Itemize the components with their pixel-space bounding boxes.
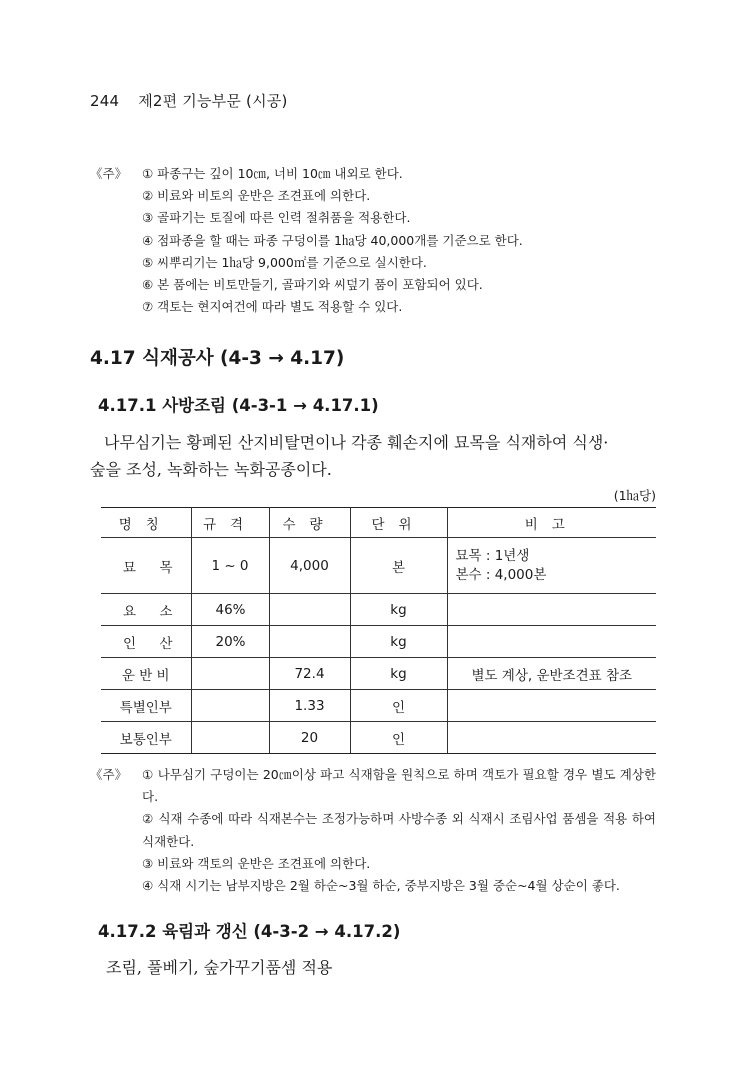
cell-name [101, 626, 191, 658]
note-label: 《주》 [90, 166, 128, 181]
table-row [101, 626, 656, 658]
cell-qty: 20 [269, 722, 350, 754]
table-row [101, 538, 656, 594]
name-part: 요 [123, 603, 137, 620]
cell-spec [191, 658, 269, 690]
note-item: ④ 식재 시기는 남부지방은 2월 하순~3월 하순, 중부지방은 3월 중순~4월 상순이 좋다. [142, 878, 620, 894]
cell-unit: kg [350, 594, 447, 626]
table-row [101, 722, 656, 754]
note-item: ③ 비료와 객토의 운반은 조견표에 의한다. [142, 855, 371, 871]
cell-name: 보통인부 [101, 722, 191, 754]
note-item: ③ 골파기는 토질에 따른 인력 절취품을 적용한다. [142, 210, 411, 226]
cell-unit: 인 [350, 690, 447, 722]
notes-bottom [90, 764, 656, 897]
intro-paragraph [90, 429, 656, 483]
remark-line: 묘목 : 1년생 [455, 547, 530, 564]
cell-qty [269, 594, 350, 626]
name-part: 소 [159, 603, 173, 620]
note-item: ② 비료와 비토의 운반은 조견표에 의한다. [142, 188, 371, 204]
note-item: ① 파종구는 깊이 10㎝, 너비 10㎝ 내외로 한다. [142, 166, 403, 181]
table-row [101, 690, 656, 722]
subsection-heading-1: 4.17.1 사방조림 (4-3-1 → 4.17.1) [98, 396, 379, 415]
note-item: ⑤ 씨뿌리기는 1㏊당 9,000㎡를 기준으로 실시한다. [142, 254, 427, 270]
section-heading: 4.17 식재공사 (4-3 → 4.17) [90, 348, 345, 369]
cell-qty: 72.4 [269, 658, 350, 690]
note-row [90, 808, 656, 852]
cell-remark [447, 722, 656, 754]
note-row [90, 853, 656, 875]
name-part: 산 [159, 635, 173, 652]
name-part: 인 [123, 635, 137, 652]
cell-spec [191, 722, 269, 754]
cell-remark [447, 594, 656, 626]
cell-name: 운 반 비 [101, 658, 191, 690]
col-header-spec: 규격 [191, 508, 269, 538]
name-part: 묘 [123, 559, 137, 576]
cell-remark [447, 690, 656, 722]
cell-qty: 4,000 [269, 538, 350, 594]
cell-spec: 46% [191, 594, 269, 626]
cell-spec: 1 ~ 0 [191, 538, 269, 594]
col-header-name: 명칭 [101, 508, 191, 538]
cell-qty [269, 626, 350, 658]
name-part: 목 [159, 559, 173, 576]
note-row [90, 875, 656, 897]
cell-spec: 20% [191, 626, 269, 658]
unit-note: (1㏊당) [613, 488, 656, 503]
note-item: ⑦ 객토는 현지여건에 따라 별도 적용할 수 있다. [142, 299, 403, 315]
note-row [90, 764, 656, 808]
quantity-table [101, 507, 656, 754]
page-header [90, 90, 288, 111]
cell-name: 특별인부 [101, 690, 191, 722]
note-label: 《주》 [90, 767, 128, 782]
table-row [101, 658, 656, 690]
col-header-qty: 수량 [269, 508, 350, 538]
cell-remark: 별도 계상, 운반조견표 참조 [447, 658, 656, 690]
cell-qty: 1.33 [269, 690, 350, 722]
cell-unit: kg [350, 658, 447, 690]
remark-line: 본수 : 4,000본 [455, 566, 547, 583]
note-item: ② 식재 수종에 따라 식재본수는 조정가능하며 사방수종 외 식재시 조림사업 품셈을 적용 하여 식재한다. [142, 811, 656, 849]
note-item: ④ 점파종을 할 때는 파종 구덩이를 1㏊당 40,000개를 기준으로 한다. [142, 232, 523, 248]
cell-remark [447, 626, 656, 658]
table-header-row [101, 508, 656, 538]
cell-name [101, 538, 191, 594]
subsection-text: 조림, 풀베기, 숲가꾸기품셈 적용 [106, 958, 333, 977]
paragraph-line: 숲을 조성, 녹화하는 녹화공종이다. [90, 460, 332, 479]
col-header-remark: 비고 [447, 508, 656, 538]
cell-remark [447, 538, 656, 594]
subsection-heading-2: 4.17.2 육림과 갱신 (4-3-2 → 4.17.2) [98, 922, 401, 941]
cell-spec [191, 690, 269, 722]
table-row [101, 594, 656, 626]
paragraph-line: 나무심기는 황폐된 산지비탈면이나 각종 훼손지에 묘목을 식재하여 식생· [104, 433, 609, 452]
cell-name [101, 594, 191, 626]
col-header-unit: 단위 [350, 508, 447, 538]
cell-unit: kg [350, 626, 447, 658]
note-item: ① 나무심기 구덩이는 20㎝이상 파고 식재함을 원칙으로 하며 객토가 필요할 경우 별도 계상한다. [142, 767, 656, 805]
page-number: 244 [90, 92, 120, 110]
note-item: ⑥ 본 품에는 비토만들기, 골파기와 씨덮기 품이 포함되어 있다. [142, 276, 483, 292]
cell-unit: 인 [350, 722, 447, 754]
running-title: 제2편 기능부문 (시공) [138, 92, 288, 110]
cell-unit: 본 [350, 538, 447, 594]
